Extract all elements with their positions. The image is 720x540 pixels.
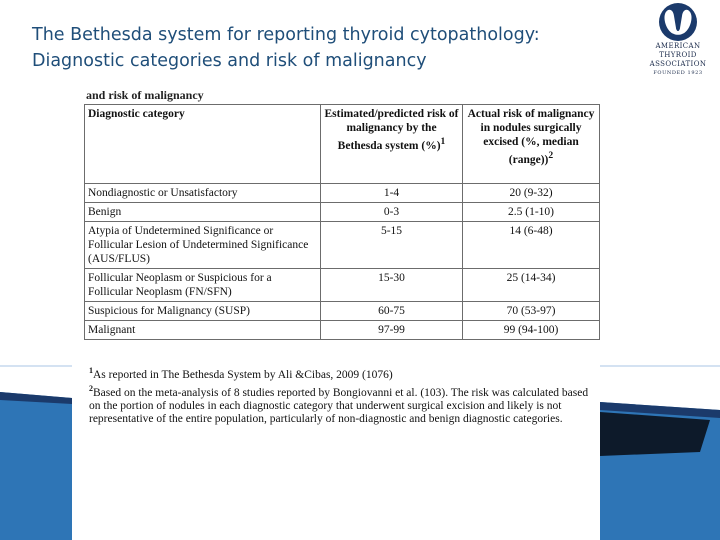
logo-text-association: ASSOCIATION: [649, 60, 707, 68]
table-header-row: [85, 105, 600, 184]
table-row: [85, 184, 600, 203]
cutoff-caption: and risk of malignancy: [86, 88, 204, 102]
cell-category: Atypia of Undetermined Significance or Follicular Lesion of Undetermined Significance (AUS/FLUS): [85, 222, 321, 269]
cell-category: Follicular Neoplasm or Suspicious for a Follicular Neoplasm (FN/SFN): [85, 269, 321, 302]
cell-actual: 70 (53-97): [463, 302, 600, 321]
footnote-2: $^2$Based on the meta-analysis of 8 studies reported by Bongiovanni et al. (103). The risk was calculated based on the portion of nodules in each diagnostic category that underwent surgical excision and likely is not representative of the entire population, particularly of non-diagnostic and benign diagnostic categories.: [89, 383, 589, 425]
decor-left-wedge: [0, 392, 72, 540]
bethesda-table: [84, 104, 600, 340]
footnotes: [89, 364, 589, 426]
cell-estimated: 97-99: [321, 321, 463, 340]
cell-actual: 2.5 (1-10): [463, 203, 600, 222]
cell-estimated: 0-3: [321, 203, 463, 222]
logo-text-american: AMERICAN: [655, 42, 701, 50]
table-row: [85, 302, 600, 321]
cell-estimated: 60-75: [321, 302, 463, 321]
cell-category: Suspicious for Malignancy (SUSP): [85, 302, 321, 321]
footnote-1: $^1$As reported in The Bethesda System by Ali &Cibas, 2009 (1076): [89, 366, 393, 381]
document-image: [72, 88, 600, 462]
logo-text-founded: FOUNDED 1923: [653, 70, 703, 76]
table-row: [85, 203, 600, 222]
cell-actual: 20 (9-32): [463, 184, 600, 203]
cell-actual: 14 (6-48): [463, 222, 600, 269]
cell-estimated: 1-4: [321, 184, 463, 203]
cell-actual: 25 (14-34): [463, 269, 600, 302]
table-row: [85, 321, 600, 340]
cell-category: Malignant: [85, 321, 321, 340]
cell-category: Nondiagnostic or Unsatisfactory: [85, 184, 321, 203]
cell-category: Benign: [85, 203, 321, 222]
table-row: [85, 269, 600, 302]
header-actual: Actual risk of malignancy in nodules surgically excised (%, median (range))$^2$: [463, 105, 600, 184]
header-estimated: Estimated/predicted risk of malignancy by the Bethesda system (%)$^1$: [321, 105, 463, 184]
cell-actual: 99 (94-100): [463, 321, 600, 340]
logo-text-thyroid: THYROID: [659, 51, 697, 59]
cell-estimated: 5-15: [321, 222, 463, 269]
slide-title-line-2: Diagnostic categories and risk of malignancy: [32, 51, 427, 71]
cell-estimated: 15-30: [321, 269, 463, 302]
table-row: [85, 222, 600, 269]
slide-title-line-1: The Bethesda system for reporting thyroid cytopathology:: [32, 25, 540, 45]
header-category: Diagnostic category: [85, 105, 321, 184]
